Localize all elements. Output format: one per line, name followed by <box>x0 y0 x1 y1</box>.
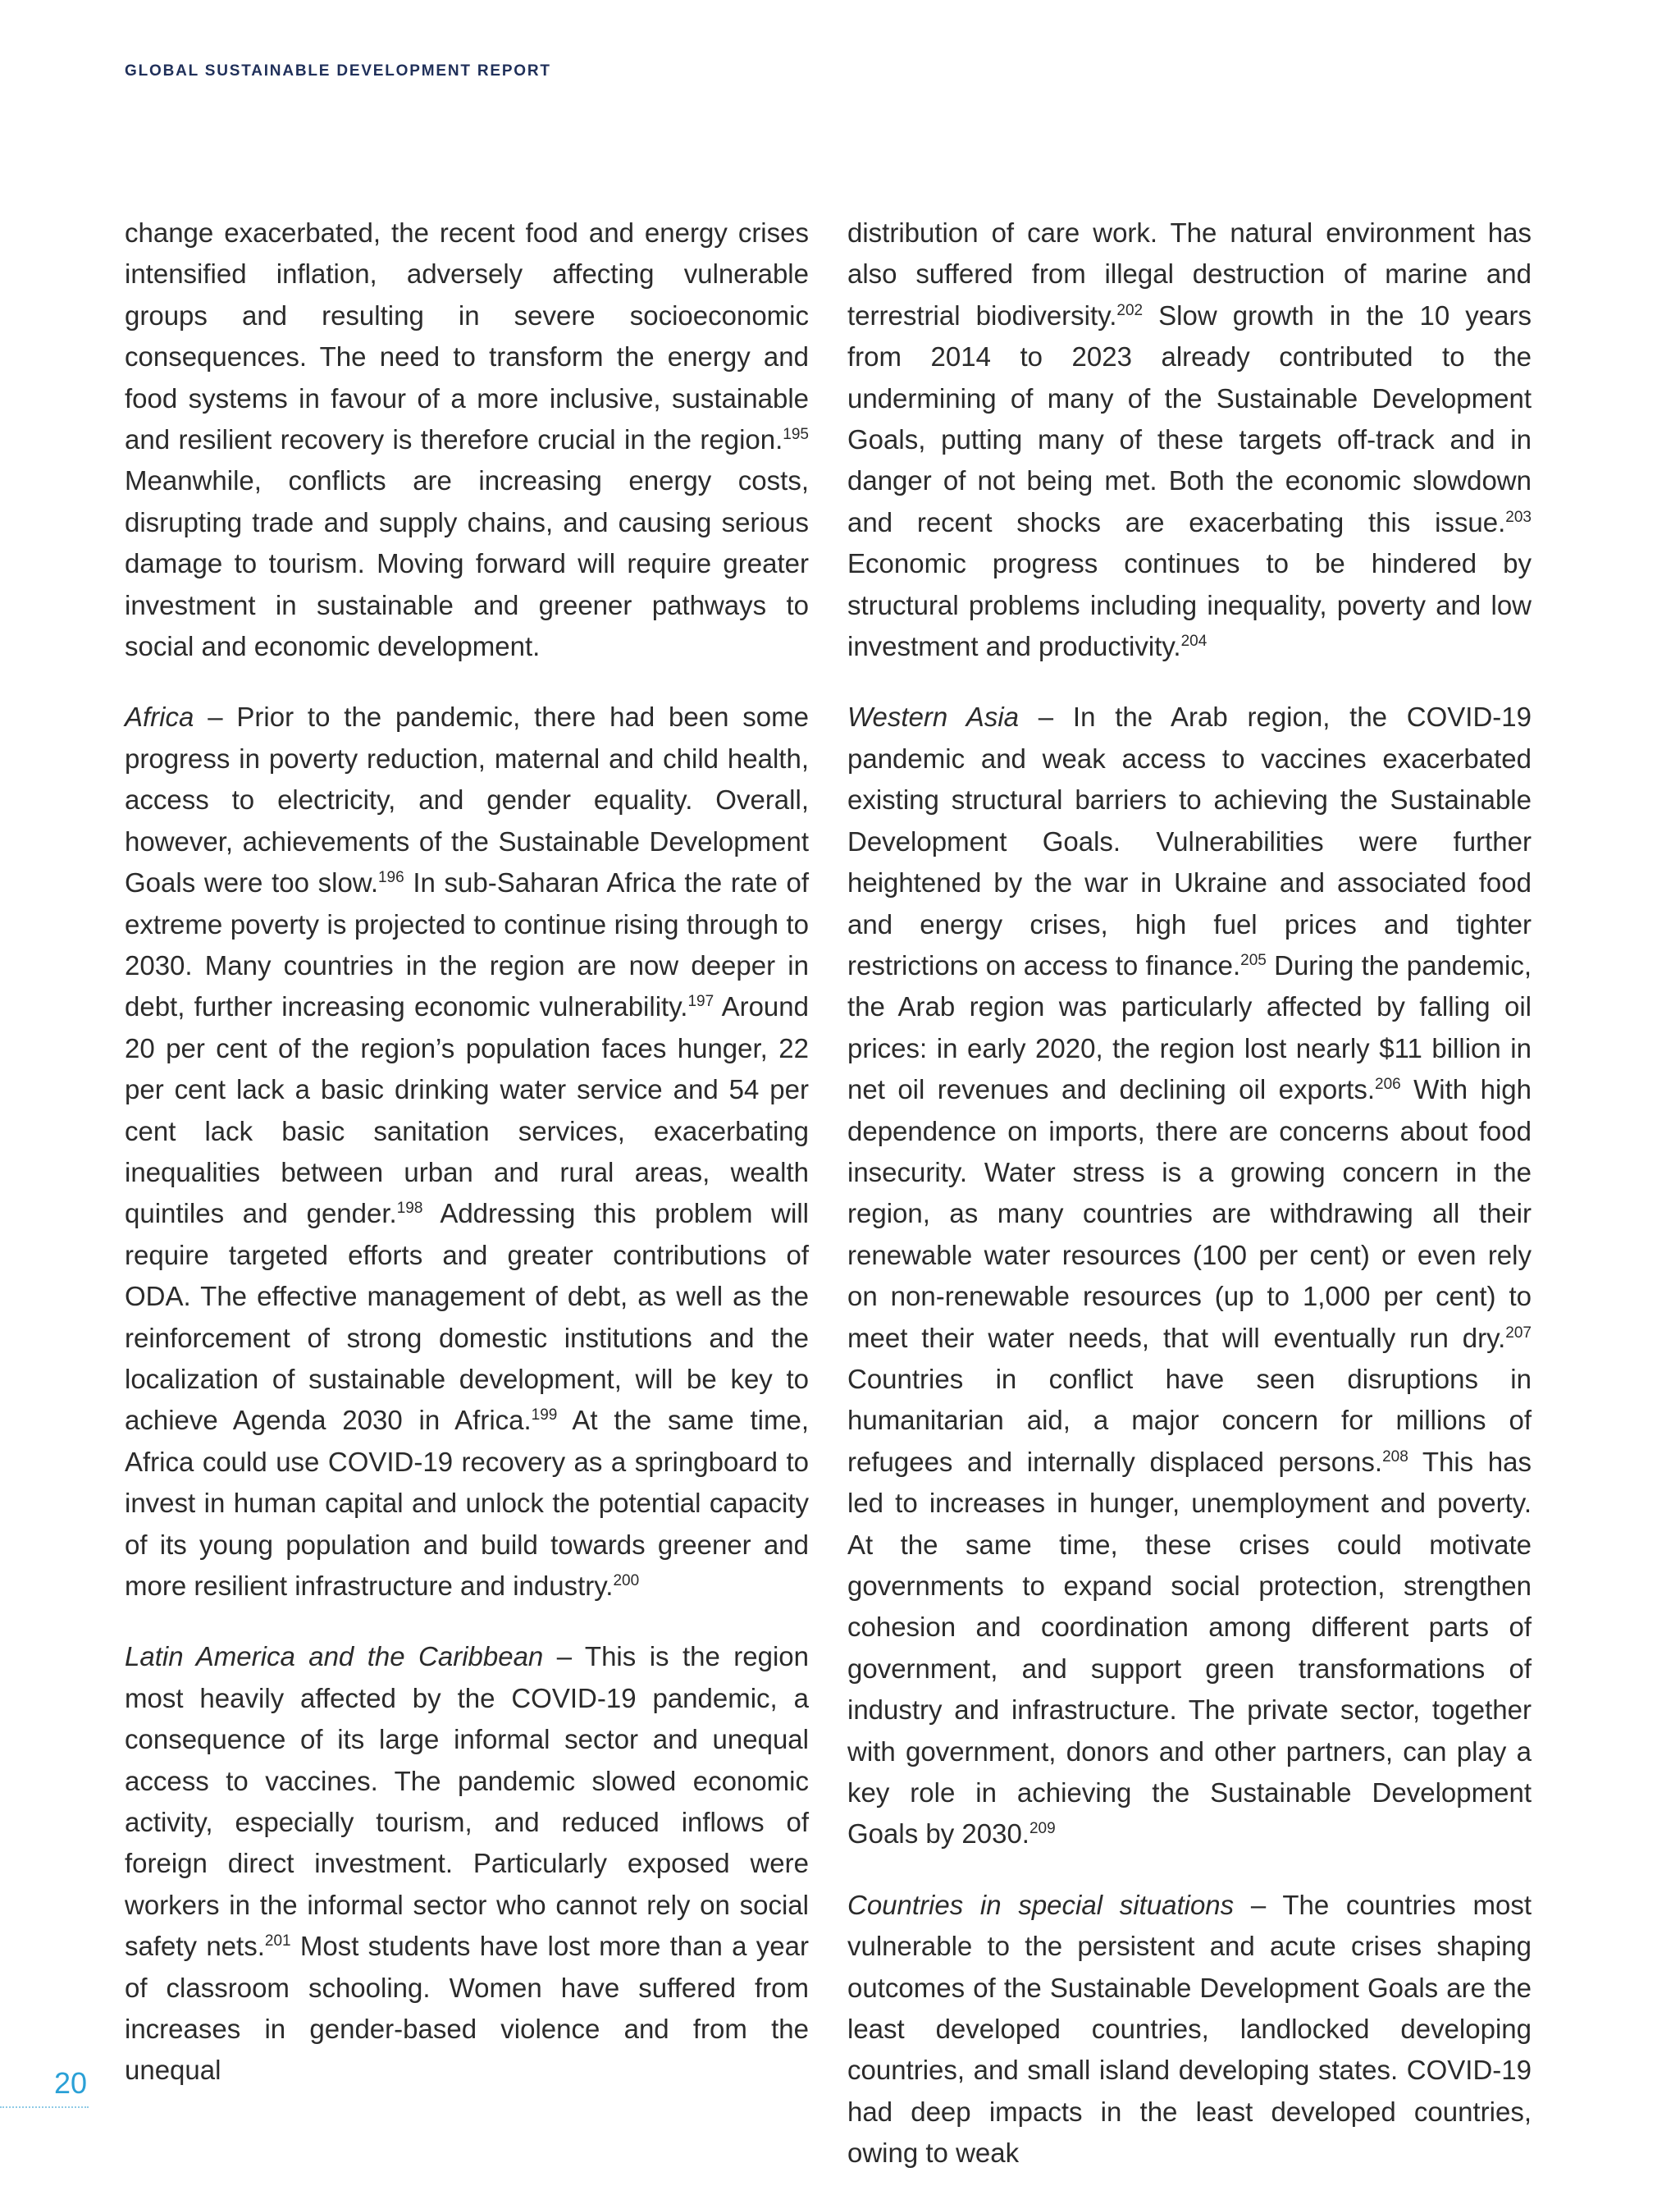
footnote-ref: 200 <box>613 1572 640 1589</box>
footnote-ref: 196 <box>377 869 404 887</box>
paragraph-text: With high dependence on imports, there are concerns about food insecurity. Water stress is a growing concern in the region, as many countries are withdrawing all their renewable water resources (100 per cent) or even rely on non-renewable resources (up to 1,000 per cent) to meet their water needs, that will eventually run dry. <box>847 1074 1532 1353</box>
left-column-paragraph <box>125 697 809 1607</box>
footnote-ref: 205 <box>1240 951 1267 969</box>
footnote-ref: 206 <box>1375 1076 1401 1094</box>
footnote-ref: 201 <box>264 1932 291 1950</box>
page-number-rule <box>0 2106 89 2108</box>
right-column <box>847 213 1532 2204</box>
footnote-ref: 195 <box>783 426 809 444</box>
paragraph-text: During the pandemic, the Arab region was particularly affected by falling oil prices: in early 2020, the region lost nearly $11 billion in net oil revenues and declining oil exports. <box>847 949 1532 1105</box>
paragraph-text: In sub-Saharan Africa the rate of extreme poverty is projected to continue rising through to 2030. Many countries in the region are now deeper in debt, further increasing economic vulnerability. <box>125 867 809 1022</box>
footnote-ref: 204 <box>1180 633 1208 651</box>
paragraph-text: At the same time, Africa could use COVID-19 recovery as a springboard to invest in human capital and unlock the potential capacity of its young population and build towards greener and more resilient infrastructure and industry. <box>125 1405 809 1601</box>
paragraph-text: This has led to increases in hunger, unemployment and poverty. At the same time, these crises could motivate governments to expand social protection, strengthen cohesion and coordination among different parts of government, and support green transformations of industry and infrastructure. The private sector, together with government, donors and other partners, can play a key role in achieving the Sustainable Development Goals by 2030. <box>847 1446 1532 1850</box>
right-column-paragraph <box>847 1885 1532 2174</box>
paragraph-text: – In the Arab region, the COVID-19 pandemic and weak access to vaccines exacerbated existing structural barriers to achieving the Sustainable Development Goals. Vulnerabilities were further heightened by the war in Ukraine and associated food and energy crises, high fuel prices and tighter restrictions on access to finance. <box>847 702 1532 981</box>
footnote-ref: 203 <box>1505 508 1532 526</box>
paragraph-text: Economic progress continues to be hindered by structural problems including inequality, poverty and low investment and productivity. <box>847 548 1532 662</box>
paragraph-text: change exacerbated, the recent food and energy crises intensified inflation, adversely affecting vulnerable groups and resulting in severe socioeconomic consequences. The need to transform the energy and food systems in favour of a more inclusive, sustainable and resilient recovery is therefore crucial in the region. <box>125 217 809 455</box>
paragraph-text: Meanwhile, conflicts are increasing energy costs, disrupting trade and supply chains, and causing serious damage to tourism. Moving forward will require greater investment in sustainable and greener pathways to social and economic development. <box>125 465 809 662</box>
footnote-ref: 207 <box>1505 1324 1532 1342</box>
left-column-paragraph <box>125 213 809 667</box>
footnote-ref: 202 <box>1116 301 1144 319</box>
footnote-ref: 199 <box>531 1406 558 1424</box>
paragraph-text: Most students have lost more than a year of classroom schooling. Women have suffered from increases in gender-based violence and from the unequal <box>125 1931 809 2086</box>
footnote-ref: 208 <box>1382 1447 1408 1466</box>
footnote-ref: 209 <box>1029 1820 1056 1838</box>
page-number: 20 <box>54 2066 88 2100</box>
region-heading: Latin America and the Caribbean <box>125 1641 544 1672</box>
paragraph-text: – This is the region most heavily affected by the COVID-19 pandemic, a consequence of its large informal sector and unequal access to vaccines. The pandemic slowed economic activity, especially tourism, and reduced inflows of foreign direct investment. Particularly exposed were workers in the informal sector who cannot rely on social safety nets. <box>125 1641 809 1962</box>
paragraph-text: Slow growth in the 10 years from 2014 to 2023 already contributed to the undermining of many of the Sustainable Development Goals, putting many of these targets off-track and in danger of not being met. Both the economic slowdown and recent shocks are exacerbating this issue. <box>847 300 1532 537</box>
left-column-paragraph <box>125 1636 809 2091</box>
region-heading: Africa <box>125 702 194 733</box>
paragraph-text: – Prior to the pandemic, there had been some progress in poverty reduction, maternal and child health, access to electricity, and gender equality. Overall, however, achievements of the Sustainable Development Goals were too slow. <box>125 702 809 899</box>
footnote-ref: 198 <box>396 1200 423 1218</box>
left-column <box>125 213 809 2121</box>
paragraph-text: distribution of care work. The natural environment has also suffered from illegal destruction of marine and terrestrial biodiversity. <box>847 217 1532 331</box>
region-heading: Western Asia <box>847 702 1020 733</box>
paragraph-text: Addressing this problem will require targeted efforts and greater contributions of ODA. The effective management of debt, as well as the reinforcement of strong domestic institutions and the localization of sustainable development, will be key to achieve Agenda 2030 in Africa. <box>125 1198 809 1436</box>
footnote-ref: 197 <box>687 993 714 1011</box>
paragraph-text: – The countries most vulnerable to the persistent and acute crises shaping outcomes of the Sustainable Development Goals are the least developed countries, landlocked developing countries, and small island developing states. COVID-19 had deep impacts in the least developed countries, owing to weak <box>847 1889 1532 2169</box>
paragraph-text: Countries in conflict have seen disruptions in humanitarian aid, a major concern for millions of refugees and internally displaced persons. <box>847 1363 1532 1477</box>
right-column-paragraph <box>847 213 1532 667</box>
running-header: GLOBAL SUSTAINABLE DEVELOPMENT REPORT <box>125 62 551 80</box>
paragraph-text: Around 20 per cent of the region’s population faces hunger, 22 per cent lack a basic drinking water service and 54 per cent lack basic sanitation services, exacerbating inequalities between urban and rural areas, wealth quintiles and gender. <box>125 991 809 1229</box>
region-heading: Countries in special situations <box>847 1889 1235 1920</box>
right-column-paragraph <box>847 697 1532 1854</box>
